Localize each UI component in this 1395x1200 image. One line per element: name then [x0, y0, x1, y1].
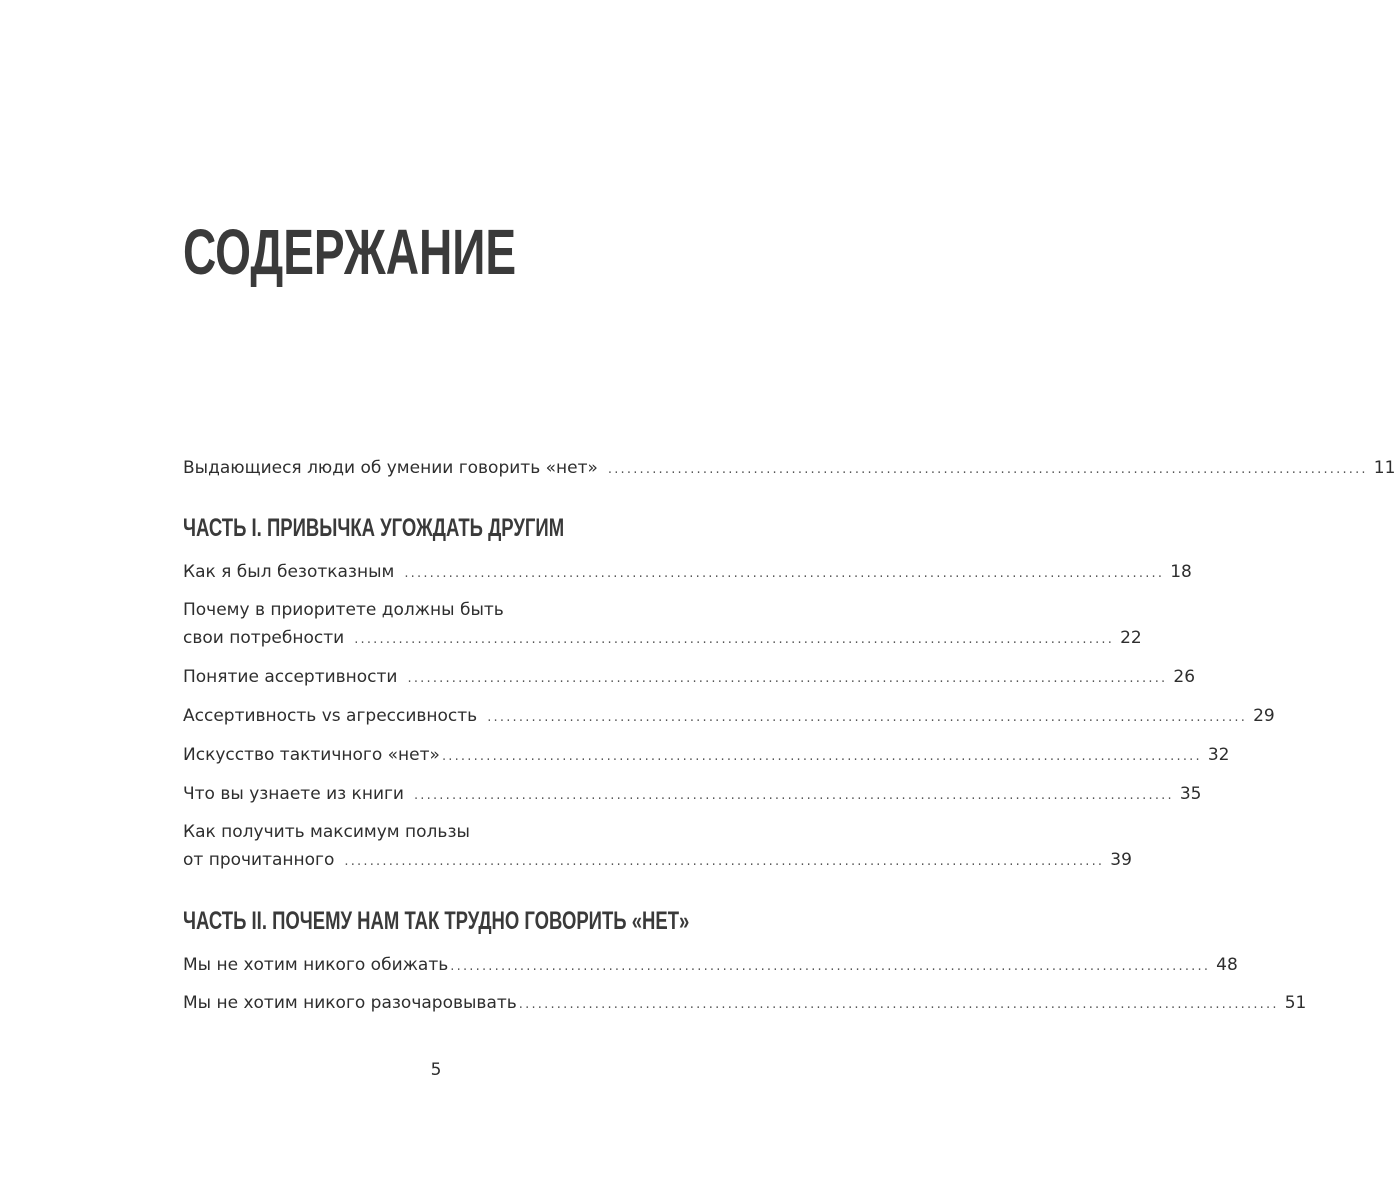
toc-entry-page: 32	[1207, 745, 1230, 765]
toc-entry-page: 18	[1170, 562, 1192, 582]
toc-entry-text-line1: Как получить максимум пользы	[183, 822, 470, 842]
toc-entry-text: свои потребности	[183, 628, 345, 648]
toc-entry[interactable]	[183, 990, 1307, 1016]
leader-dots: ........................................................................................................................	[413, 788, 1174, 803]
toc-entry-text: Понятие ассертивности	[183, 667, 398, 687]
toc-entry-intro[interactable]	[183, 455, 1395, 481]
leader-dots: ........................................................................................................................	[344, 854, 1105, 869]
leader-dots: ........................................................................................................................	[450, 959, 1211, 974]
toc-entry[interactable]	[183, 559, 1192, 585]
toc-entry-page: 48	[1216, 955, 1238, 975]
toc-entry[interactable]	[183, 703, 1275, 729]
leader-dots: ........................................................................................................................	[354, 632, 1115, 647]
toc-entry-page: 29	[1253, 706, 1275, 726]
leader-dots: ........................................................................................................................	[441, 749, 1202, 764]
toc-entry-page: 22	[1120, 628, 1142, 648]
toc-entry-page: 26	[1173, 667, 1196, 687]
leader-dots: ........................................................................................................................	[407, 671, 1168, 686]
toc-entry-page: 11	[1373, 458, 1395, 478]
toc-entry[interactable]	[183, 597, 1142, 651]
toc-entry-text: Мы не хотим никого обижать	[183, 955, 449, 975]
toc-entry[interactable]	[183, 952, 1238, 978]
toc-entry-page: 35	[1179, 784, 1202, 804]
toc-entry-text: от прочитанного	[183, 850, 335, 870]
toc-entry[interactable]	[183, 819, 1132, 873]
toc-entry-page: 39	[1110, 850, 1132, 870]
toc-entry-text: Что вы узнаете из книги	[183, 784, 404, 804]
toc-entry-text: Мы не хотим никого разочаровывать	[183, 993, 517, 1013]
toc-entry-text: Искусство тактичного «нет»	[183, 745, 440, 765]
leader-dots: ........................................................................................................................	[518, 997, 1279, 1012]
page-title: СОДЕРЖАНИЕ	[183, 216, 517, 288]
part-heading-2: ЧАСТЬ II. ПОЧЕМУ НАМ ТАК ТРУДНО ГОВОРИТЬ «НЕТ»	[183, 907, 690, 935]
toc-entry[interactable]	[183, 742, 1230, 768]
part-heading-1: ЧАСТЬ I. ПРИВЫЧКА УГОЖДАТЬ ДРУГИМ	[183, 514, 565, 542]
toc-entry-text: Ассертивность vs агрессивность	[183, 706, 478, 726]
toc-entry-text: Как я был безотказным	[183, 562, 395, 582]
toc-entry-page: 51	[1284, 993, 1307, 1013]
leader-dots: ........................................................................................................................	[404, 566, 1165, 581]
toc-entry[interactable]	[183, 781, 1202, 807]
toc-entry[interactable]	[183, 664, 1196, 690]
toc-entry-text: Выдающиеся люди об умении говорить «нет»	[183, 458, 598, 478]
page-number: 5	[430, 1060, 442, 1080]
leader-dots: ........................................................................................................................	[487, 710, 1248, 725]
leader-dots: ........................................................................................................................	[607, 462, 1368, 477]
toc-entry-text-line1: Почему в приоритете должны быть	[183, 600, 504, 620]
